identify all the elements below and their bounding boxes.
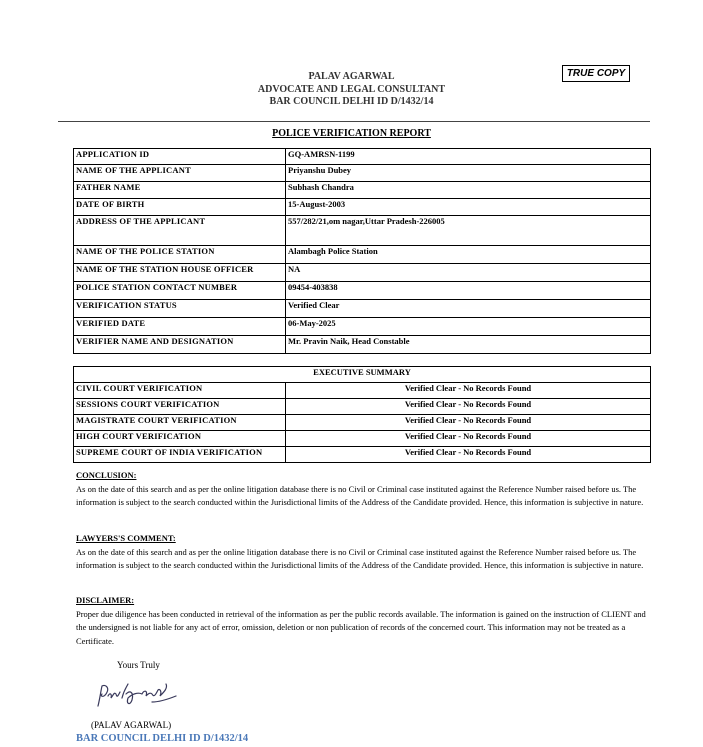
disclaimer-heading: DISCLAIMER:	[76, 595, 135, 605]
detail-value: Priyanshu Dubey	[286, 165, 651, 182]
signature-image	[92, 680, 182, 712]
executive-summary-heading: EXECUTIVE SUMMARY	[74, 367, 651, 383]
summary-value: Verified Clear - No Records Found	[286, 447, 651, 463]
detail-value: 09454-403838	[286, 282, 651, 300]
detail-label: POLICE STATION CONTACT NUMBER	[74, 282, 286, 300]
summary-row	[74, 415, 651, 431]
letterhead-bar-id: BAR COUNCIL DELHI ID D/1432/14	[269, 96, 434, 107]
summary-value: Verified Clear - No Records Found	[286, 415, 651, 431]
detail-label: NAME OF THE POLICE STATION	[74, 246, 286, 264]
summary-row	[74, 431, 651, 447]
details-row	[74, 282, 651, 300]
advocate-title: ADVOCATE AND LEGAL CONSULTANT	[257, 83, 446, 95]
details-row	[74, 246, 651, 264]
executive-summary-table	[73, 366, 651, 463]
disclaimer-text: Proper due diligence has been conducted in retrieval of the information as per the public records available. The information is gained on the instruction of CLIENT and the undersigned is not liable for any act of error, omission, deletion or non publication of records of the concerned court. This information may not be treated as a Certificate.	[76, 608, 646, 646]
detail-label: APPLICATION ID	[74, 149, 286, 165]
detail-label: DATE OF BIRTH	[74, 199, 286, 216]
details-row	[74, 216, 651, 246]
summary-label: CIVIL COURT VERIFICATION	[74, 383, 286, 399]
details-row	[74, 318, 651, 336]
detail-value: Verified Clear	[286, 300, 651, 318]
details-table	[73, 148, 651, 354]
detail-value: 06-May-2025	[286, 318, 651, 336]
detail-value: 557/282/21,om nagar,Uttar Pradesh-226005	[286, 216, 651, 246]
header-divider	[58, 121, 650, 122]
details-row	[74, 165, 651, 182]
detail-value: Mr. Pravin Naik, Head Constable	[286, 336, 651, 354]
detail-label: VERIFIED DATE	[74, 318, 286, 336]
detail-label: VERIFICATION STATUS	[74, 300, 286, 318]
summary-label: SUPREME COURT OF INDIA VERIFICATION	[74, 447, 286, 463]
detail-value: GQ-AMRSN-1199	[286, 149, 651, 165]
conclusion-section	[76, 469, 648, 510]
detail-value: NA	[286, 264, 651, 282]
detail-label: FATHER NAME	[74, 182, 286, 199]
footer-bar-id: BAR COUNCIL DELHI ID D/1432/14	[76, 733, 249, 744]
detail-value: 15-August-2003	[286, 199, 651, 216]
summary-label: SESSIONS COURT VERIFICATION	[74, 399, 286, 415]
summary-value: Verified Clear - No Records Found	[286, 383, 651, 399]
disclaimer-section	[76, 594, 648, 648]
detail-label: VERIFIER NAME AND DESIGNATION	[74, 336, 286, 354]
summary-label: HIGH COURT VERIFICATION	[74, 431, 286, 447]
summary-label: MAGISTRATE COURT VERIFICATION	[74, 415, 286, 431]
report-title: POLICE VERIFICATION REPORT	[272, 128, 431, 139]
letterhead	[0, 71, 703, 109]
true-copy-stamp: TRUE COPY	[562, 65, 630, 82]
summary-value: Verified Clear - No Records Found	[286, 399, 651, 415]
summary-row	[74, 383, 651, 399]
conclusion-text: As on the date of this search and as per the online litigation database there is no Civil or Criminal case instituted against the Reference Number raised before us. The information is subject to the search conducted within the Jurisdictional limits of the Address of the Candidate provided. Hence, this information is subjective in nature.	[76, 483, 644, 507]
detail-label: NAME OF THE APPLICANT	[74, 165, 286, 182]
summary-value: Verified Clear - No Records Found	[286, 431, 651, 447]
summary-row	[74, 399, 651, 415]
detail-label: NAME OF THE STATION HOUSE OFFICER	[74, 264, 286, 282]
advocate-name: PALAV AGARWAL	[308, 71, 395, 82]
salutation: Yours Truly	[117, 660, 160, 670]
lawyers-comment-heading: LAWYERS'S COMMENT:	[76, 533, 176, 543]
lawyers-comment-section	[76, 532, 648, 573]
details-row	[74, 336, 651, 354]
detail-value: Alambagh Police Station	[286, 246, 651, 264]
summary-row	[74, 447, 651, 463]
details-row	[74, 149, 651, 165]
details-row	[74, 264, 651, 282]
details-row	[74, 300, 651, 318]
signer-name: (PALAV AGARWAL)	[91, 720, 172, 730]
detail-label: ADDRESS OF THE APPLICANT	[74, 216, 286, 246]
details-row	[74, 182, 651, 199]
conclusion-heading: CONCLUSION:	[76, 470, 137, 480]
details-row	[74, 199, 651, 216]
lawyers-comment-text: As on the date of this search and as per the online litigation database there is no Civil or Criminal case instituted against the Reference Number raised before us. The information is subject to the search conducted within the Jurisdictional limits of the Address of the Candidate provided. Hence, this information is subjective in nature.	[76, 546, 644, 570]
detail-value: Subhash Chandra	[286, 182, 651, 199]
